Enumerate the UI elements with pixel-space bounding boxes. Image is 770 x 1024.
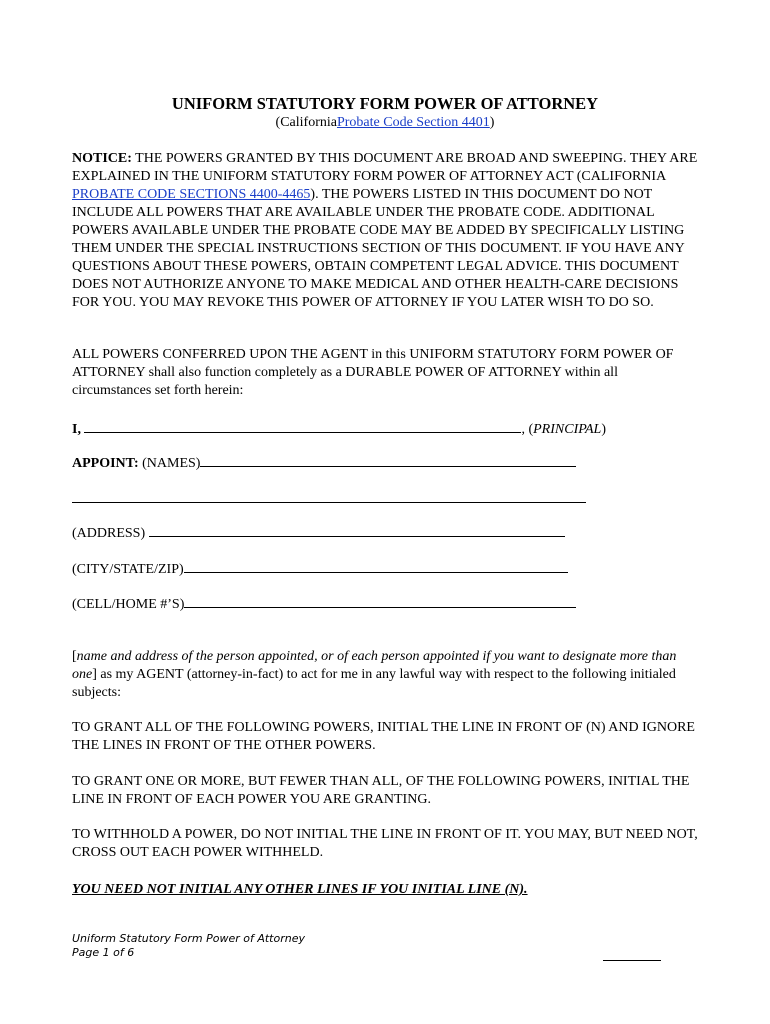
- withhold-instruction: TO WITHHOLD A POWER, DO NOT INITIAL THE LINE IN FRONT OF IT. YOU MAY, BUT NEED NOT, CROSS OUT EACH POWER WITHHELD.: [72, 827, 698, 860]
- principal-label: PRINCIPAL: [533, 422, 602, 437]
- probate-code-sections-link[interactable]: PROBATE CODE SECTIONS 4400-4465: [72, 187, 311, 202]
- appoint-line: [72, 453, 698, 473]
- address-field[interactable]: [149, 523, 565, 537]
- grant-all-instruction: TO GRANT ALL OF THE FOLLOWING POWERS, INITIAL THE LINE IN FRONT OF (N) AND IGNORE THE LINES IN FRONT OF THE OTHER POWERS.: [72, 720, 695, 753]
- principal-prefix: I,: [72, 422, 85, 437]
- notice-label: NOTICE:: [72, 151, 132, 166]
- no-initial-text: YOU NEED NOT INITIAL ANY OTHER LINES IF YOU INITIAL LINE (N).: [72, 882, 528, 897]
- notice-paragraph: [72, 150, 698, 312]
- cell-line: [72, 594, 698, 614]
- durable-paragraph: ALL POWERS CONFERRED UPON THE AGENT in this UNIFORM STATUTORY FORM POWER OF ATTORNEY shall also function completely as a DURABLE POWER OF ATTORNEY within all circumstances set forth herein:: [72, 347, 674, 398]
- document-page: [72, 0, 698, 1024]
- appoint-label: APPOINT:: [72, 456, 139, 471]
- document-title: UNIFORM STATUTORY FORM POWER OF ATTORNEY: [171, 94, 599, 113]
- no-initial-notice: [72, 881, 698, 899]
- page-initials-field[interactable]: [603, 948, 661, 961]
- cell-label: (CELL/HOME #’S): [72, 597, 185, 612]
- name-desc-italic: name and address of the person appointed, or of each person appointed if you want to designate more than one: [72, 649, 677, 682]
- city-label: (CITY/STATE/ZIP): [72, 562, 184, 577]
- agent-names-field-2[interactable]: [72, 489, 586, 503]
- subtitle-close: ): [489, 115, 495, 130]
- notice-text-1: THE POWERS GRANTED BY THIS DOCUMENT ARE BROAD AND SWEEPING. THEY ARE EXPLAINED IN THE UNIFORM STATUTORY FORM POWER OF ATTORNEY ACT (CALIFORNIA: [72, 151, 698, 184]
- city-line: [72, 559, 698, 579]
- names-label: (NAMES): [138, 456, 201, 471]
- footer-title: Uniform Statutory Form Power of Attorney: [72, 932, 305, 945]
- cell-home-phone-field[interactable]: [184, 594, 576, 608]
- address-line: [72, 523, 698, 543]
- principal-close: ): [601, 422, 606, 437]
- document-subtitle: [72, 114, 698, 132]
- page-footer: [72, 932, 305, 960]
- address-label: (ADDRESS): [72, 526, 149, 541]
- name-desc-rest: ] as my AGENT (attorney-in-fact) to act for me in any lawful way with respect to the following initialed subjects:: [72, 667, 676, 700]
- names-continuation-line: [72, 489, 698, 509]
- agent-names-field[interactable]: [200, 453, 576, 467]
- notice-text-2: ). THE POWERS LISTED IN THIS DOCUMENT DO NOT INCLUDE ALL POWERS THAT ARE AVAILABLE UNDER THE PROBATE CODE. ADDITIONAL POWERS AVAILABLE UNDER THE PROBATE CODE MAY BE ADDED BY SPECIFICALLY LISTING THEM UNDER THE SPECIAL INSTRUCTIONS SECTION OF THIS DOCUMENT. IF YOU HAVE ANY QUESTIONS ABOUT THESE POWERS, OBTAIN COMPETENT LEGAL ADVICE. THIS DOCUMENT DOES NOT AUTHORIZE ANYONE TO MAKE MEDICAL AND OTHER HEALTH-CARE DECISIONS FOR YOU. YOU MAY REVOKE THIS POWER OF ATTORNEY IF YOU LATER WISH TO DO SO.: [72, 187, 685, 310]
- footer-page-number: Page 1 of 6: [72, 946, 135, 959]
- city-state-zip-field[interactable]: [184, 559, 568, 573]
- principal-suffix: , (: [521, 422, 534, 437]
- principal-line: [72, 419, 698, 439]
- agent-description-paragraph: [72, 648, 698, 702]
- name-desc-open: [: [72, 649, 77, 664]
- principal-name-field[interactable]: [84, 419, 521, 433]
- probate-code-4401-link[interactable]: Probate Code Section 4401: [336, 115, 490, 130]
- grant-some-instruction: TO GRANT ONE OR MORE, BUT FEWER THAN ALL, OF THE FOLLOWING POWERS, INITIAL THE LINE IN FRONT OF EACH POWER YOU ARE GRANTING.: [72, 774, 690, 807]
- subtitle-open: (California: [275, 115, 337, 130]
